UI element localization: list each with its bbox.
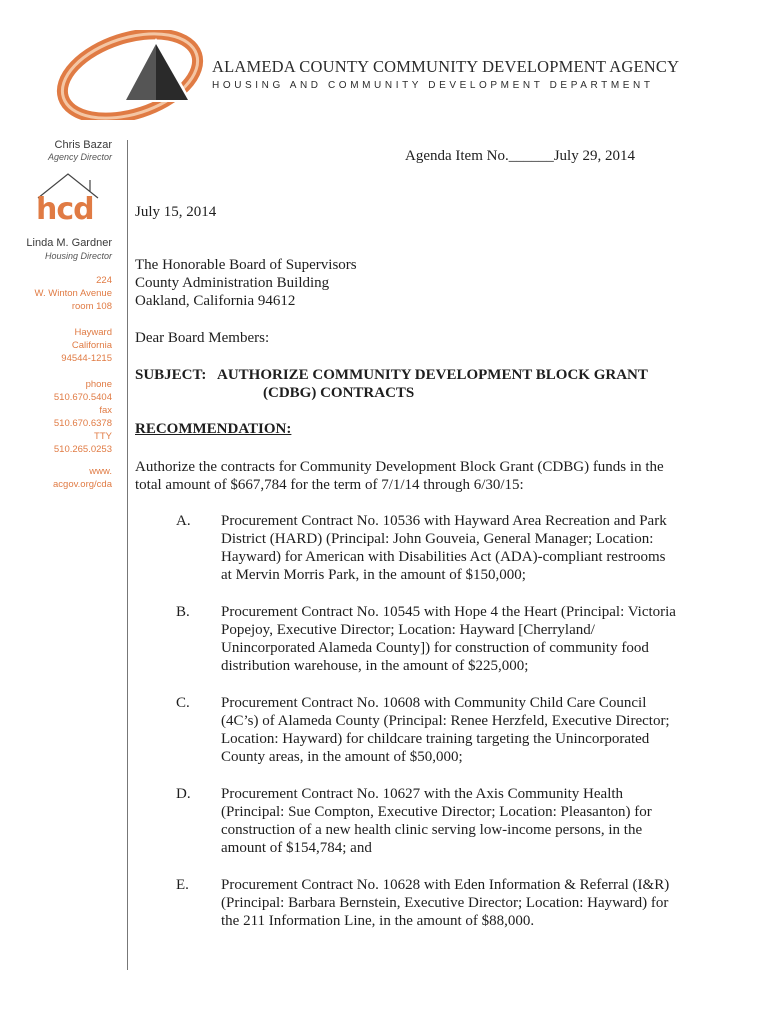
item-letter: D. [176, 786, 191, 802]
item-letter: E. [176, 877, 189, 893]
housing-director-title: Housing Director [44, 251, 112, 261]
agency-name: ALAMEDA COUNTY COMMUNITY DEVELOPMENT AGENCY [212, 57, 680, 76]
agency-logo-icon [52, 30, 222, 120]
city-line: 94544-1215 [61, 353, 112, 364]
salutation: Dear Board Members: [135, 330, 270, 346]
item-line: (4C’s) of Alameda County (Principal: Renee Herzfeld, Executive Director; [221, 713, 670, 729]
director-name: Chris Bazar [54, 139, 112, 151]
contact-label: phone [85, 379, 112, 390]
housing-director-name: Linda M. Gardner [26, 237, 112, 249]
item-line: distribution warehouse, in the amount of $225,000; [221, 658, 529, 674]
letter-date: July 15, 2014 [135, 204, 217, 220]
item-line: Procurement Contract No. 10628 with Eden Information & Referral (I&R) [221, 877, 670, 893]
subject-line: AUTHORIZE COMMUNITY DEVELOPMENT BLOCK GRANT [217, 367, 648, 383]
web-line: www. [89, 466, 112, 477]
item-line: Procurement Contract No. 10608 with Community Child Care Council [221, 695, 647, 711]
item-line: Procurement Contract No. 10627 with the Axis Community Health [221, 786, 624, 802]
intro-line: total amount of $667,784 for the term of 7/1/14 through 6/30/15: [135, 477, 524, 493]
city-line: Hayward [74, 327, 112, 338]
item-line: Popejoy, Executive Director; Location: Hayward [Cherryland/ [221, 622, 595, 638]
city-line: California [71, 340, 112, 351]
item-line: County areas, in the amount of $50,000; [221, 749, 463, 765]
recipient-line: Oakland, California 94612 [135, 293, 296, 309]
contact-value: 510.670.6378 [53, 418, 112, 429]
item-line: amount of $154,784; and [221, 840, 372, 856]
sidebar-divider [127, 140, 128, 970]
item-line: (Principal: Sue Compton, Executive Director; Location: Pleasanton) for [221, 804, 652, 820]
recipient-line: The Honorable Board of Supervisors [135, 257, 357, 273]
hcd-logo-text: hcd [36, 192, 94, 227]
subject-line: (CDBG) CONTRACTS [263, 385, 415, 401]
recommendation-heading: RECOMMENDATION: [135, 421, 292, 437]
contact-label: fax [99, 405, 112, 416]
agenda-item-line: Agenda Item No.______July 29, 2014 [405, 148, 635, 164]
recipient-line: County Administration Building [135, 275, 330, 291]
item-line: Unincorporated Alameda County]) for construction of community food [221, 640, 649, 656]
intro-line: Authorize the contracts for Community Development Block Grant (CDBG) funds in the [135, 459, 664, 475]
item-line: construction of a new health clinic serving low-income persons, in the [221, 822, 643, 838]
address-line: W. Winton Avenue [34, 288, 112, 299]
address-line: room 108 [71, 301, 112, 312]
item-line: (Principal: Barbara Bernstein, Executive Director; Location: Hayward) for [221, 895, 669, 911]
item-line: the 211 Information Line, in the amount of $88,000. [221, 913, 535, 929]
contact-value: 510.265.0253 [53, 444, 112, 455]
item-letter: A. [176, 513, 191, 529]
item-line: District (HARD) (Principal: John Gouveia, General Manager; Location: [221, 531, 654, 547]
item-letter: B. [176, 604, 190, 620]
department-name: HOUSING AND COMMUNITY DEVELOPMENT DEPARTMENT [212, 80, 654, 91]
item-line: Location: Hayward) for childcare training targeting the Unincorporated [221, 731, 650, 747]
item-line: at Mervin Morris Park, in the amount of $150,000; [221, 567, 526, 583]
item-line: Procurement Contract No. 10536 with Hayward Area Recreation and Park [221, 513, 667, 529]
item-line: Procurement Contract No. 10545 with Hope 4 the Heart (Principal: Victoria [221, 604, 676, 620]
director-title: Agency Director [47, 152, 112, 162]
hcd-logo [34, 168, 110, 230]
contact-value: 510.670.5404 [53, 392, 112, 403]
item-letter: C. [176, 695, 190, 711]
address-line: 224 [96, 275, 112, 286]
contact-label: TTY [94, 431, 112, 442]
web-link[interactable]: acgov.org/cda [53, 479, 112, 490]
subject-label: SUBJECT: [135, 367, 207, 383]
item-line: Hayward) for American with Disabilities Act (ADA)-compliant restrooms [221, 549, 666, 565]
